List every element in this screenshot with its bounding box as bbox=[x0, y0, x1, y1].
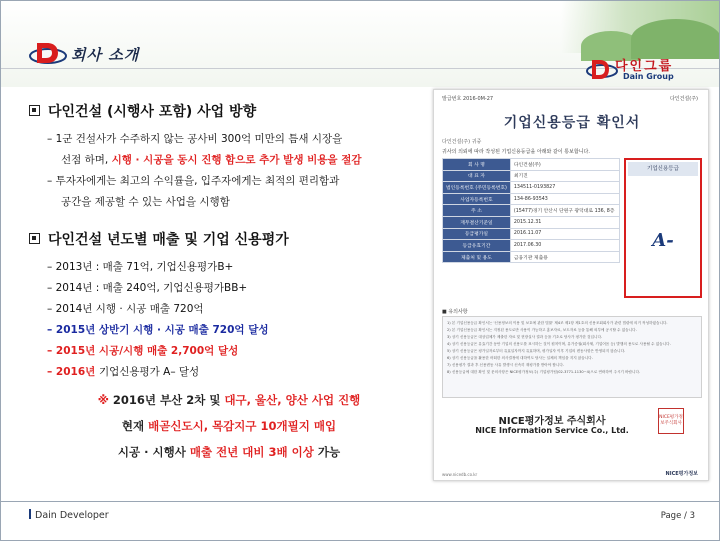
sales-item-highlight-2015: – 2015년 시공/시행 매출 2,700억 달성 bbox=[47, 345, 239, 357]
summary-line-1: ※ 2016년 부산 2차 및 대구, 울산, 양산 사업 진행 bbox=[97, 393, 361, 407]
direction-line-4: 공간을 제공할 수 있는 사업을 시행함 bbox=[61, 196, 230, 208]
table-row: 재무결산기준일 2015.12.31 bbox=[443, 216, 620, 228]
table-row: 대 표 자 최기진 bbox=[443, 170, 620, 182]
grade-label: 기업신용등급 bbox=[628, 162, 698, 176]
summary-line-3: 시공 · 시행사 매출 전년 대비 3배 이상 가능 bbox=[117, 445, 341, 459]
company-logo-icon bbox=[29, 41, 67, 67]
grade-value: A- bbox=[652, 230, 674, 251]
company-seal-stamp: NICE평가정보주식회사 bbox=[658, 408, 684, 434]
direction-line-1: – 1군 건설사가 수주하지 않는 공사비 300억 미만의 틈새 시장을 bbox=[47, 133, 343, 145]
table-row: 법인등록번호 (주민등록번호) 134511-0193827 bbox=[443, 182, 620, 194]
direction-line-2: 선점 하며, 시행 · 시공을 동시 진행 함으로 추가 발생 비용을 절감 bbox=[61, 154, 362, 166]
square-bullet-icon bbox=[29, 233, 40, 244]
brand-subtitle: Dain Group bbox=[623, 72, 674, 81]
sales-item: – 2014년 시행 · 시공 매출 720억 bbox=[47, 303, 204, 315]
issuer-name-korean: NICE평가정보 주식회사 bbox=[498, 416, 606, 427]
table-row: 주 소 (15477)경기 안산시 단원구 광덕대로 136, 8층 bbox=[443, 205, 620, 217]
table-row: 등급평가일 2016.11.07 bbox=[443, 228, 620, 240]
note-line: 2) 본 기업신용등급 확인서는 지정된 용도로만 사용이 가능하고 홍보자료, 보도자료 등을 통해 외부에 공시할 수 없습니다. bbox=[447, 328, 637, 332]
sales-item: – 2013년 : 매출 71억, 기업신용평가B+ bbox=[47, 261, 234, 273]
notes-box bbox=[442, 316, 702, 398]
certificate-addressee: 다인건설(주) 귀중 bbox=[442, 139, 482, 145]
note-line: 1) 본 기업신용등급 확인서는 '신용정보의 이용 및 보호에 관한 법률' 제4조 제1항 제1호의 신용조회회사가 관련 법령에 의거 작성하였습니다. bbox=[447, 321, 668, 325]
table-row: 제출처 및 용도 금융기관 제출용 bbox=[443, 251, 620, 263]
table-row: 사업자등록번호 134-86-93543 bbox=[443, 193, 620, 205]
summary-line-2: 현재 배곧신도시, 목감지구 10개필지 매입 bbox=[121, 419, 337, 433]
note-line: 5) 상기 신용등급은 평가일자로부터 유효일자까지 유효하며, 평가일자 이후 기업의 변동사항은 반영되지 않습니다. bbox=[447, 349, 626, 353]
grade-highlight-box bbox=[624, 158, 702, 298]
section-heading-direction: 다인건설 (시행사 포함) 사업 방향 bbox=[29, 101, 429, 121]
note-line: 7) 신용평가 결과 후 신용변동 사유 발생시 신속히 재평가를 받아야 합니다. bbox=[447, 363, 564, 367]
notes-title: ■ 유의사항 bbox=[442, 309, 468, 315]
page-number: Page / 3 bbox=[660, 511, 695, 521]
note-line: 3) 상기 신용등급은 대상업체가 제출한 자료 및 현장실사 결과 등을 기초로 당사가 평가한 것입니다. bbox=[447, 335, 603, 339]
brand-name: 다인그룹 bbox=[615, 59, 674, 74]
certificate-footer-url: www.nicedb.co.kr bbox=[442, 472, 478, 477]
credit-rating-certificate bbox=[433, 89, 709, 481]
certificate-info-table bbox=[442, 158, 620, 263]
note-line: 6) 상기 신용등급을 활용한 어떠한 의사결정에 대하여도 당사는 일체의 책임을 지지 않습니다. bbox=[447, 356, 593, 360]
certificate-recipient-top: 다인건설(주) bbox=[669, 96, 698, 102]
square-bullet-icon bbox=[29, 105, 40, 116]
page-title: 회사 소개 bbox=[71, 46, 140, 64]
sales-item: – 2014년 : 매출 240억, 기업신용평가BB+ bbox=[47, 282, 248, 294]
header-landscape-image bbox=[561, 1, 720, 53]
table-row: 등급유효기간 2017.06.30 bbox=[443, 240, 620, 252]
footer-bar-icon bbox=[29, 509, 31, 519]
direction-line-3: – 투자자에게는 최고의 수익률을, 입주자에게는 최적의 편리함과 bbox=[47, 175, 340, 187]
sales-item-2016: – 2016년 기업신용평가 A– 달성 bbox=[47, 366, 200, 378]
footer-divider bbox=[1, 501, 720, 502]
sales-item-highlight-2015-h1: – 2015년 상반기 시행 · 시공 매출 720억 달성 bbox=[47, 324, 269, 336]
certificate-title: 기업신용등급 확인서 bbox=[503, 115, 641, 131]
table-row: 회 사 명 다인건설(주) bbox=[443, 159, 620, 171]
issuer-name-english: NICE Information Service Co., Ltd. bbox=[475, 426, 629, 435]
certificate-issue-number: 발급번호 2016-0M-27 bbox=[442, 96, 494, 102]
note-line: 8) 신용등급에 대한 확인 및 문의사항은 NICE평가정보(주) 기업평가팀(02-3771-1130~4)으로 연락하여 주시기 바랍니다. bbox=[447, 370, 641, 374]
certificate-notice: 귀사의 의뢰에 따라 작성된 기업신용등급을 아래와 같이 통보합니다. bbox=[442, 149, 590, 155]
section-heading-sales: 다인건설 년도별 매출 및 기업 신용평가 bbox=[29, 229, 429, 249]
note-line: 4) 상기 신용등급은 유효기간 동안 기업의 신용도를 표시하는 것이 원칙이며, 유가증권(회사채, 기업어음 등) 발행의 용도로 사용될 수 없습니다. bbox=[447, 342, 671, 346]
footer-company: Dain Developer bbox=[29, 509, 109, 521]
slide-content bbox=[29, 101, 429, 465]
certificate-footer-logo: NICE평가정보 bbox=[665, 471, 698, 477]
